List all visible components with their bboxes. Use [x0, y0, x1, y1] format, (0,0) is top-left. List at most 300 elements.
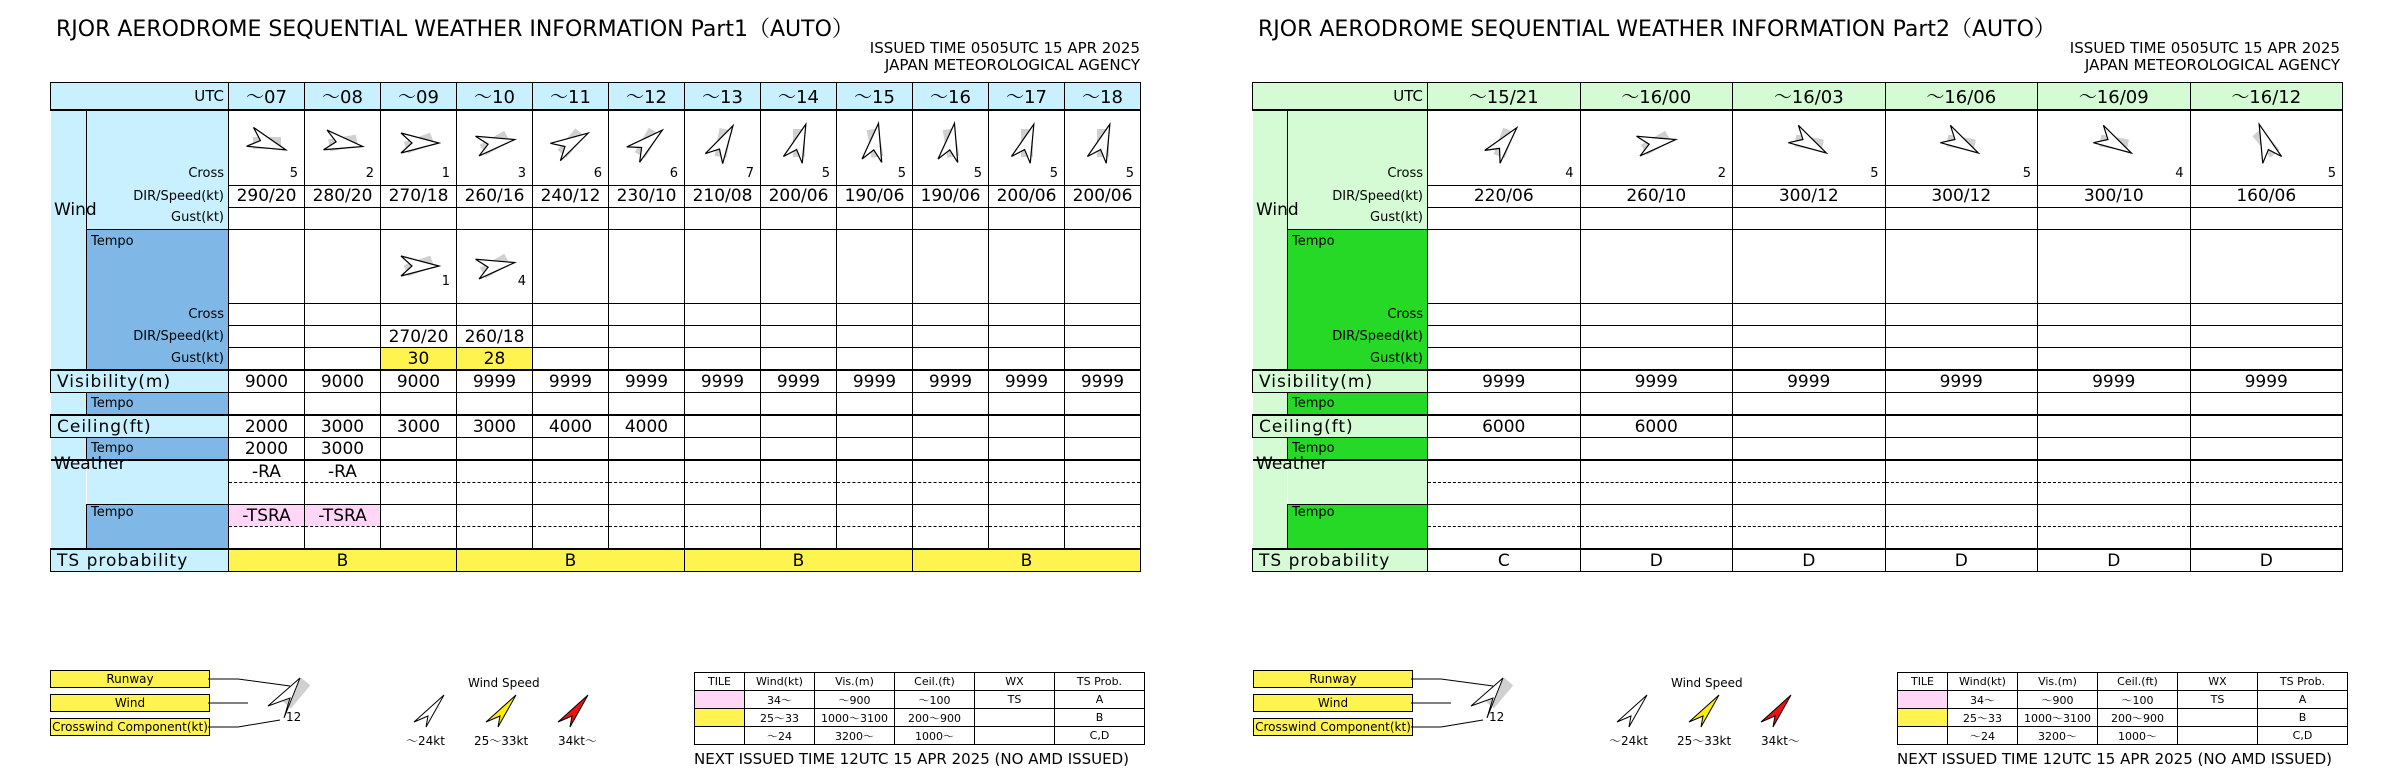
- legend-sample-cross: 12: [1489, 710, 1505, 724]
- weather-cell: [913, 460, 989, 483]
- tempo_gust-cell: 28: [457, 348, 533, 371]
- legend-table-cell: [975, 727, 1055, 745]
- legend-ws3: 34kt～: [1761, 734, 1800, 748]
- dirspd-cell: 270/18: [381, 185, 457, 207]
- crosswind-value: 4: [2175, 165, 2184, 181]
- ts-probability-label: TS probability: [51, 549, 229, 572]
- legend-table-cell: [1898, 727, 1948, 745]
- legend-table-cell: 25～33: [1948, 709, 2018, 727]
- legend-wind-box: Wind: [50, 694, 210, 712]
- crosswind-value: 5: [973, 165, 982, 181]
- legend-ws1: ～24kt: [406, 734, 445, 748]
- wind-arrow-icon: [305, 110, 381, 185]
- tempo_gust-cell: 30: [381, 348, 457, 371]
- legend-ws1: ～24kt: [1609, 734, 1648, 748]
- wind-arrow-icon: [2038, 110, 2191, 185]
- dirspd-cell: 260/10: [1580, 185, 1733, 207]
- tempo_gust-cell: [761, 348, 837, 371]
- part2-issued-block: [1900, 40, 2340, 74]
- tempo_dirspd-cell: 260/18: [457, 326, 533, 348]
- weather-cell: [533, 460, 609, 483]
- wind-arrow-icon: [533, 110, 609, 185]
- dirspd-label: DIR/Speed(kt): [87, 185, 229, 207]
- legend-table-cell: TS: [2178, 691, 2258, 709]
- legend-table-header: Ceil.(ft): [2098, 673, 2178, 691]
- legend-wind-speed-title: Wind Speed: [1671, 676, 1743, 690]
- tempo_dirspd-cell: [1065, 326, 1141, 348]
- weather-cell: [457, 460, 533, 483]
- time-header: ～14: [761, 83, 837, 111]
- dirspd-cell: 200/06: [761, 185, 837, 207]
- legend-table-header: Vis.(m): [2018, 673, 2098, 691]
- time-header: ～13: [685, 83, 761, 111]
- crosswind-value: 5: [1125, 165, 1134, 181]
- tempo_dirspd-cell: [913, 326, 989, 348]
- tempo_gust-cell: [609, 348, 685, 371]
- legend-table-cell: [975, 709, 1055, 727]
- ts-cell: D: [1885, 549, 2038, 572]
- time-header: ～11: [533, 83, 609, 111]
- crosswind-value: 4: [1565, 165, 1574, 181]
- time-header: ～16/09: [2038, 83, 2191, 111]
- tempo_gust-cell: [685, 348, 761, 371]
- ceil_tempo-cell: 2000: [229, 438, 305, 461]
- gust-label: Gust(kt): [1288, 207, 1428, 229]
- gust-label: Gust(kt): [87, 207, 229, 229]
- legend-sample-arrow-icon: [1411, 670, 1531, 740]
- legend-table-cell: C,D: [1055, 727, 1145, 745]
- dirspd-cell: 280/20: [305, 185, 381, 207]
- ts-cell: D: [1580, 549, 1733, 572]
- ceil-cell: 6000: [1580, 415, 1733, 438]
- legend-table-header: Wind(kt): [1948, 673, 2018, 691]
- tempo-dirspd-label: DIR/Speed(kt): [87, 326, 229, 348]
- tempo_gust-cell: [1065, 348, 1141, 371]
- part1-title: RJOR AERODROME SEQUENTIAL WEATHER INFORMATION Part1（AUTO）: [56, 17, 854, 42]
- ceil_tempo-cell: [457, 438, 533, 461]
- wind-arrow-icon: [685, 110, 761, 185]
- legend-table-cell: B: [2258, 709, 2348, 727]
- legend-crosswind-box: Crosswind Component(kt): [1253, 718, 1413, 736]
- tempo_gust-cell: [229, 348, 305, 371]
- tempo_dirspd-cell: [533, 326, 609, 348]
- ts-cell: D: [2038, 549, 2191, 572]
- vis-cell: 9999: [533, 370, 609, 393]
- legend-table-header: TILE: [1898, 673, 1948, 691]
- legend-part2: [1253, 670, 2353, 780]
- ceil-cell: [761, 415, 837, 438]
- weather_tempo-cell: [685, 505, 761, 527]
- legend-table-cell: [1898, 691, 1948, 709]
- weather-cell: [381, 460, 457, 483]
- weather-section-label: Weather: [1256, 454, 1328, 474]
- time-header: ～15: [837, 83, 913, 111]
- dirspd-cell: 190/06: [837, 185, 913, 207]
- time-header: ～12: [609, 83, 685, 111]
- dirspd-cell: 200/06: [989, 185, 1065, 207]
- legend-runway-box: Runway: [1253, 670, 1413, 688]
- vis-cell: 9999: [609, 370, 685, 393]
- time-header: ～16/03: [1733, 83, 1886, 111]
- dirspd-cell: 200/06: [1065, 185, 1141, 207]
- wind-arrow-icon: [1580, 110, 1733, 185]
- crosswind-value: 6: [669, 165, 678, 181]
- part1-panel: [0, 0, 1180, 571]
- legend-table-cell: TS: [975, 691, 1055, 709]
- wind-arrow-red-icon: [554, 692, 594, 728]
- legend-table-cell: [2178, 709, 2258, 727]
- wind-arrow-yellow-icon: [482, 692, 522, 728]
- part2-weather-table: [1252, 82, 2343, 572]
- ceil-cell: [2038, 415, 2191, 438]
- legend-table-cell: 3200～: [815, 727, 895, 745]
- ts-probability-label: TS probability: [1253, 549, 1428, 572]
- ts-cell: C: [1428, 549, 1581, 572]
- vis-tempo-label: Tempo: [1288, 393, 1428, 416]
- time-header: ～16: [913, 83, 989, 111]
- weather-cell: [989, 460, 1065, 483]
- next-issued-note: NEXT ISSUED TIME 12UTC 15 APR 2025 (NO AMD ISSUED): [1897, 750, 2333, 768]
- ceil_tempo-cell: [533, 438, 609, 461]
- utc-label: UTC: [51, 83, 229, 111]
- wind-arrow-icon: [457, 110, 533, 185]
- wind-arrow-red-icon: [1757, 692, 1797, 728]
- wind-arrow-icon: [989, 110, 1065, 185]
- tempo-crosswind-value: 4: [517, 274, 526, 290]
- crosswind-value: 1: [441, 165, 450, 181]
- ceil_tempo-cell: [685, 438, 761, 461]
- weather-cell: [685, 460, 761, 483]
- tempo-dirspd-label: DIR/Speed(kt): [1288, 326, 1428, 348]
- ceil-cell: 3000: [381, 415, 457, 438]
- visibility-label: Visibility(m): [51, 370, 229, 393]
- crosswind-value: 5: [2327, 165, 2336, 181]
- ceil_tempo-cell: [989, 438, 1065, 461]
- ceil-cell: [2190, 415, 2343, 438]
- wind-arrow-icon: [913, 110, 989, 185]
- tempo-gust-label: Gust(kt): [87, 348, 229, 371]
- dirspd-cell: 240/12: [533, 185, 609, 207]
- weather-cell: [761, 460, 837, 483]
- ceil-cell: [1885, 415, 2038, 438]
- part1-weather-table: [50, 82, 1141, 572]
- legend-table-cell: [2178, 727, 2258, 745]
- tempo_gust-cell: [837, 348, 913, 371]
- legend-table-cell: 34～: [1948, 691, 2018, 709]
- legend-table-header: Vis.(m): [815, 673, 895, 691]
- part2-issued-time: ISSUED TIME 0505UTC 15 APR 2025: [2069, 39, 2340, 57]
- vis-cell: 9999: [2038, 370, 2191, 393]
- legend-table-header: WX: [975, 673, 1055, 691]
- legend-table-cell: 1000～3100: [2018, 709, 2098, 727]
- legend-table-cell: 25～33: [745, 709, 815, 727]
- ts-cell: B: [229, 549, 457, 572]
- next-issued-note: NEXT ISSUED TIME 12UTC 15 APR 2025 (NO AMD ISSUED): [694, 750, 1130, 768]
- utc-label: UTC: [1253, 83, 1428, 111]
- legend-table-cell: C,D: [2258, 727, 2348, 745]
- weather_tempo-cell: -TSRA: [229, 505, 305, 527]
- crosswind-value: 2: [365, 165, 374, 181]
- time-header: ～09: [381, 83, 457, 111]
- ceil-cell: [989, 415, 1065, 438]
- time-header: ～08: [305, 83, 381, 111]
- legend-table-cell: ～900: [815, 691, 895, 709]
- part1-issued-block: [700, 40, 1140, 74]
- ceil_tempo-cell: [1065, 438, 1141, 461]
- ts-cell: B: [913, 549, 1141, 572]
- time-header: ～18: [1065, 83, 1141, 111]
- weather_tempo-cell: [533, 505, 609, 527]
- vis-cell: 9999: [1733, 370, 1886, 393]
- legend-table-cell: [695, 727, 745, 745]
- ceiling-label: Ceiling(ft): [1253, 415, 1428, 438]
- ceil_tempo-cell: [837, 438, 913, 461]
- ceil-cell: [837, 415, 913, 438]
- wind-arrow-icon: [229, 110, 305, 185]
- legend-table-header: Ceil.(ft): [895, 673, 975, 691]
- weather-section-label: Weather: [54, 454, 126, 474]
- crosswind-value: 7: [745, 165, 754, 181]
- crosswind-value: 3: [517, 165, 526, 181]
- weather_tempo-cell: [761, 505, 837, 527]
- legend-table-cell: 34～: [745, 691, 815, 709]
- legend-wind-box: Wind: [1253, 694, 1413, 712]
- legend-table-header: WX: [2178, 673, 2258, 691]
- vis-cell: 9999: [989, 370, 1065, 393]
- time-header: ～07: [229, 83, 305, 111]
- wind-arrow-icon: [609, 110, 685, 185]
- tempo_gust-cell: [913, 348, 989, 371]
- legend-table-header: Wind(kt): [745, 673, 815, 691]
- legend-table-header: TS Prob.: [2258, 673, 2348, 691]
- ceil-cell: 6000: [1428, 415, 1581, 438]
- dirspd-cell: 230/10: [609, 185, 685, 207]
- legend-part1: [50, 670, 1150, 780]
- legend-table-cell: 200～900: [895, 709, 975, 727]
- weather_tempo-cell: [457, 505, 533, 527]
- part2-panel: [1220, 0, 2400, 571]
- ceil_tempo-cell: [913, 438, 989, 461]
- legend-table-cell: 1000～: [2098, 727, 2178, 745]
- wx-tempo-label: Tempo: [1288, 505, 1428, 550]
- part2-title: RJOR AERODROME SEQUENTIAL WEATHER INFORMATION Part2（AUTO）: [1258, 17, 2056, 42]
- dirspd-cell: 160/06: [2190, 185, 2343, 207]
- ts-cell: D: [1733, 549, 1886, 572]
- cross-label: Cross: [1288, 110, 1428, 185]
- time-header: ～15/21: [1428, 83, 1581, 111]
- ceil-cell: 4000: [609, 415, 685, 438]
- weather_tempo-cell: -TSRA: [305, 505, 381, 527]
- vis-cell: 9000: [305, 370, 381, 393]
- time-header: ～17: [989, 83, 1065, 111]
- wx-tempo-label: Tempo: [87, 505, 229, 550]
- weather_tempo-cell: [381, 505, 457, 527]
- legend-table-cell: ～24: [1948, 727, 2018, 745]
- weather_tempo-cell: [989, 505, 1065, 527]
- crosswind-value: 5: [1870, 165, 1879, 181]
- weather-cell: -RA: [305, 460, 381, 483]
- dirspd-cell: 220/06: [1428, 185, 1581, 207]
- vis-cell: 9999: [2190, 370, 2343, 393]
- ceil_tempo-cell: [381, 438, 457, 461]
- legend-wind-speed-title: Wind Speed: [468, 676, 540, 690]
- vis-tempo-label: Tempo: [87, 393, 229, 416]
- legend-table-cell: [695, 709, 745, 727]
- tempo_gust-cell: [305, 348, 381, 371]
- vis-cell: 9999: [761, 370, 837, 393]
- part1-issued-time: ISSUED TIME 0505UTC 15 APR 2025: [869, 39, 1140, 57]
- time-header: ～10: [457, 83, 533, 111]
- wind-arrow-white-icon: [1613, 692, 1653, 728]
- wind-arrow-icon: [761, 110, 837, 185]
- legend-table-header: TILE: [695, 673, 745, 691]
- tempo-label: Tempo: [87, 229, 229, 304]
- weather_tempo-cell: [837, 505, 913, 527]
- weather-cell: [609, 460, 685, 483]
- wind-arrow-icon: [1428, 110, 1581, 185]
- wind-arrow-icon: [2190, 110, 2343, 185]
- vis-cell: 9999: [913, 370, 989, 393]
- weather-cell: -RA: [229, 460, 305, 483]
- vis-cell: 9999: [1065, 370, 1141, 393]
- weather-cell: [1065, 460, 1141, 483]
- ceil-cell: 2000: [229, 415, 305, 438]
- crosswind-value: 2: [1717, 165, 1726, 181]
- tempo_dirspd-cell: [685, 326, 761, 348]
- ceil_tempo-cell: 3000: [305, 438, 381, 461]
- time-header: ～16/12: [2190, 83, 2343, 111]
- ceil-tempo-label: Tempo: [1288, 438, 1428, 461]
- tempo-cross-label: Cross: [1288, 304, 1428, 326]
- tempo_dirspd-cell: [305, 326, 381, 348]
- tempo_dirspd-cell: [229, 326, 305, 348]
- legend-crosswind-box: Crosswind Component(kt): [50, 718, 210, 736]
- wind-section-label: Wind: [54, 200, 97, 220]
- dirspd-cell: 260/16: [457, 185, 533, 207]
- tempo-label: Tempo: [1288, 229, 1428, 304]
- wind-arrow-icon: [837, 110, 913, 185]
- legend-ws3: 34kt～: [558, 734, 597, 748]
- vis-cell: 9999: [1580, 370, 1733, 393]
- vis-cell: 9999: [457, 370, 533, 393]
- tempo-gust-label: Gust(kt): [1288, 348, 1428, 371]
- legend-table-cell: 1000～: [895, 727, 975, 745]
- legend-table-cell: A: [2258, 691, 2348, 709]
- legend-table-cell: ～24: [745, 727, 815, 745]
- visibility-label: Visibility(m): [1253, 370, 1428, 393]
- weather-cell: [837, 460, 913, 483]
- time-header: ～16/00: [1580, 83, 1733, 111]
- crosswind-value: 5: [897, 165, 906, 181]
- time-header: ～16/06: [1885, 83, 2038, 111]
- ts-cell: B: [685, 549, 913, 572]
- legend-table-cell: B: [1055, 709, 1145, 727]
- legend-table-cell: 200～900: [2098, 709, 2178, 727]
- tempo-cross-label: Cross: [87, 304, 229, 326]
- tempo-wind-arrow-icon: [457, 229, 533, 304]
- ts-cell: B: [457, 549, 685, 572]
- ceiling-label: Ceiling(ft): [51, 415, 229, 438]
- cross-label: Cross: [87, 110, 229, 185]
- ceil-cell: [685, 415, 761, 438]
- dirspd-cell: 190/06: [913, 185, 989, 207]
- weather_tempo-cell: [1065, 505, 1141, 527]
- legend-runway-box: Runway: [50, 670, 210, 688]
- legend-threshold-table: [694, 672, 1145, 745]
- wind-section-label: Wind: [1256, 200, 1299, 220]
- legend-ws2: 25～33kt: [1677, 734, 1732, 748]
- dirspd-cell: 300/10: [2038, 185, 2191, 207]
- legend-table-cell: 1000～3100: [815, 709, 895, 727]
- ceil-cell: 3000: [305, 415, 381, 438]
- ceil-cell: 4000: [533, 415, 609, 438]
- crosswind-value: 5: [821, 165, 830, 181]
- ts-cell: D: [2190, 549, 2343, 572]
- crosswind-value: 5: [2022, 165, 2031, 181]
- crosswind-value: 5: [1049, 165, 1058, 181]
- ceil-cell: [913, 415, 989, 438]
- dirspd-cell: 300/12: [1885, 185, 2038, 207]
- legend-table-cell: A: [1055, 691, 1145, 709]
- legend-ws2: 25～33kt: [474, 734, 529, 748]
- legend-table-header: TS Prob.: [1055, 673, 1145, 691]
- legend-table-cell: [1898, 709, 1948, 727]
- legend-table-cell: ～100: [2098, 691, 2178, 709]
- part2-agency: JAPAN METEOROLOGICAL AGENCY: [2084, 56, 2340, 74]
- wind-arrow-white-icon: [410, 692, 450, 728]
- dirspd-cell: 290/20: [229, 185, 305, 207]
- legend-table-cell: ～900: [2018, 691, 2098, 709]
- tempo-crosswind-value: 1: [441, 274, 450, 290]
- legend-table-cell: 3200～: [2018, 727, 2098, 745]
- vis-cell: 9999: [837, 370, 913, 393]
- crosswind-value: 6: [593, 165, 602, 181]
- vis-cell: 9999: [1428, 370, 1581, 393]
- tempo_dirspd-cell: [609, 326, 685, 348]
- legend-sample-cross: 12: [286, 710, 302, 724]
- dirspd-label: DIR/Speed(kt): [1288, 185, 1428, 207]
- tempo_dirspd-cell: [989, 326, 1065, 348]
- weather_tempo-cell: [609, 505, 685, 527]
- wind-arrow-icon: [1733, 110, 1886, 185]
- legend-table-cell: [695, 691, 745, 709]
- wind-arrow-yellow-icon: [1685, 692, 1725, 728]
- ceil-cell: 3000: [457, 415, 533, 438]
- part1-agency: JAPAN METEOROLOGICAL AGENCY: [884, 56, 1140, 74]
- legend-threshold-table: [1897, 672, 2348, 745]
- wind-arrow-icon: [1065, 110, 1141, 185]
- tempo_dirspd-cell: [837, 326, 913, 348]
- vis-cell: 9000: [229, 370, 305, 393]
- ceil_tempo-cell: [609, 438, 685, 461]
- dirspd-cell: 210/08: [685, 185, 761, 207]
- ceil-cell: [1733, 415, 1886, 438]
- dirspd-cell: 300/12: [1733, 185, 1886, 207]
- vis-cell: 9999: [685, 370, 761, 393]
- vis-cell: 9000: [381, 370, 457, 393]
- vis-cell: 9999: [1885, 370, 2038, 393]
- legend-table-cell: ～100: [895, 691, 975, 709]
- tempo-wind-arrow-icon: [381, 229, 457, 304]
- tempo_gust-cell: [533, 348, 609, 371]
- ceil-cell: [1065, 415, 1141, 438]
- tempo_dirspd-cell: [761, 326, 837, 348]
- crosswind-value: 5: [289, 165, 298, 181]
- legend-sample-arrow-icon: [208, 670, 328, 740]
- ceil-tempo-label: Tempo: [87, 438, 229, 461]
- wind-arrow-icon: [381, 110, 457, 185]
- wind-arrow-icon: [1885, 110, 2038, 185]
